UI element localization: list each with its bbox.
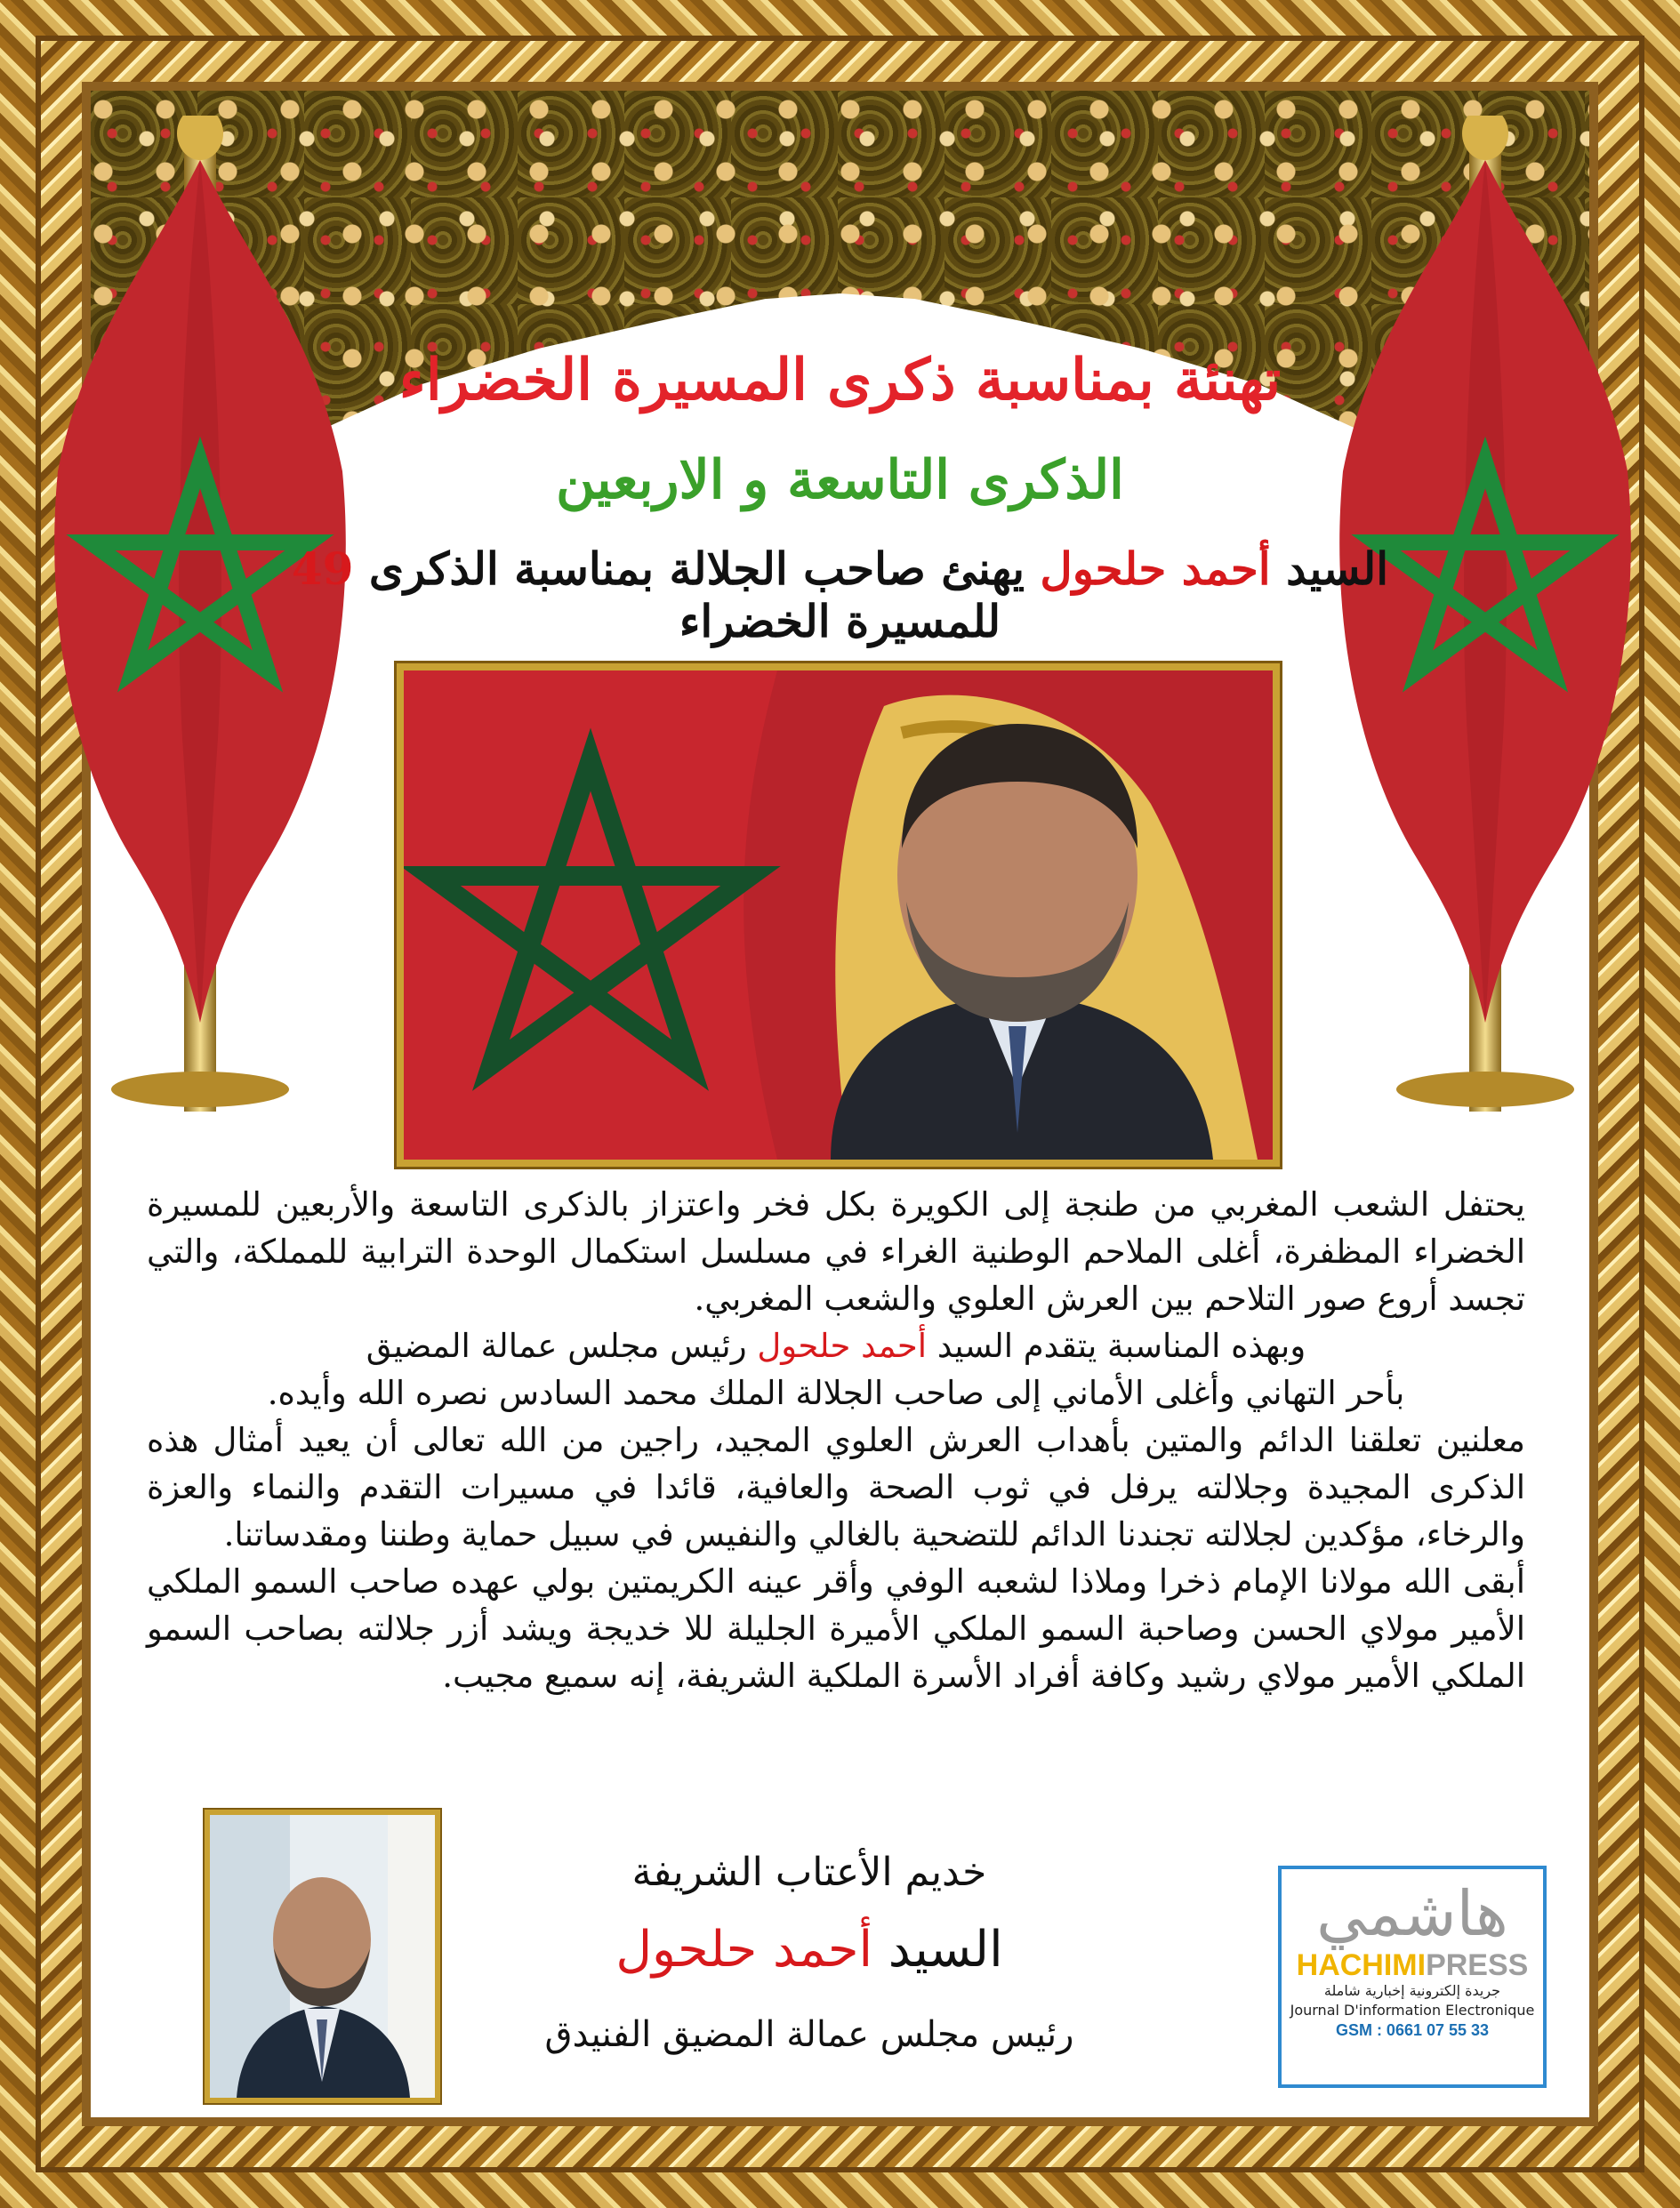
paragraph-2-name: أحمد حلحول [757,1327,928,1365]
main-portrait-photo [397,663,1280,1167]
signature-name-red: أحمد حلحول [615,1921,872,1979]
signatory-photo [205,1810,440,2103]
paragraph-1: يحتفل الشعب المغربي من طنجة إلى الكويرة بكل فخر واعتزاز بالذكرى التاسعة والأربعين للمسيرة الخضراء المظفرة، أغلى الملاحم الوطنية الغراء في مسلسل استكمال الوحدة الترابية للمملكة، والتي تجسد أروع صور التلاحم بين العرش العلوي والشعب المغربي. [147,1185,1525,1318]
paragraph-2-b: رئيس مجلس عمالة المضيق [366,1327,758,1365]
message-body [147,1181,1525,1699]
logo-name-a: HACHIMI [1296,1948,1427,1982]
paragraph-4: معلنين تعلقنا الدائم والمتين بأهداب العرش العلوي المجيد، راجين من الله تعالى أن يعيد أمثال هذه الذكرى المجيدة وجلالته يرفل في ثوب الصحة والعافية، قائدا في مسيرات التقدم والنماء والعزة والرخاء، مؤكدين لجلالته تجندنا الدائم للتضحية بالغالي والنفيس في سبيل حماية وطننا ومقدساتنا. [147,1421,1525,1554]
signatory-illustration [210,1815,435,2098]
title-greeting [285,542,1395,647]
portrait-illustration [404,670,1273,1160]
paragraph-2-a: وبهذه المناسبة يتقدم السيد [927,1327,1306,1365]
signature-position: رئيس مجلس عمالة المضيق الفنيدق [544,2014,1074,2055]
title-greeting-b: يهنئ صاحب الجلالة بمناسبة الذكرى [353,542,1041,595]
paragraph-5: أبقى الله مولانا الإمام ذخرا وملاذا لشعبه الوفي وأقر عينه الكريمتين بولي عهده صاحب السمو الملكي الأمير مولاي الحسن وصاحبة السمو الملكي الأميرة الجليلة للا خديجة ويشد أزر جلالته بصاحب السمو الملكي الأمير مولاي رشيد وكافة أفراد الأسرة الملكية الشريفة، إنه سميع مجيب. [147,1562,1525,1695]
title-greeting-number: 49 [291,542,354,595]
title-congratulations: تهنئة بمناسبة ذكرى المسيرة الخضراء [398,347,1282,413]
signature-title: خديم الأعتاب الشريفة [631,1850,987,1895]
hachimi-press-logo [1278,1866,1547,2088]
signature-name-a: السيد [872,1921,1003,1979]
logo-gsm: GSM : 0661 07 55 33 [1335,2021,1490,2039]
paragraph-3: بأحر التهاني وأغلى الأماني إلى صاحب الجلالة الملك محمد السادس نصره الله وأيده. [267,1374,1405,1412]
logo-name-b: PRESS [1426,1948,1529,1982]
paragraph-2 [147,1322,1525,1369]
title-greeting-a: السيد [1270,542,1389,595]
logo-sub-fr: Journal D'information Electronique [1290,2002,1535,2019]
logo-name [1282,1949,1543,1981]
signature-name [498,1921,1121,1979]
title-anniversary: الذكرى التاسعة و الاربعين [556,449,1124,511]
logo-mark: هاشمي [1316,1877,1508,1950]
logo-sub-ar: جريدة إلكترونية إخبارية شاملة [1323,1982,1501,1999]
title-greeting-name: أحمد حلحول [1040,542,1271,595]
title-greeting-c: للمسيرة الخضراء [679,595,1001,647]
